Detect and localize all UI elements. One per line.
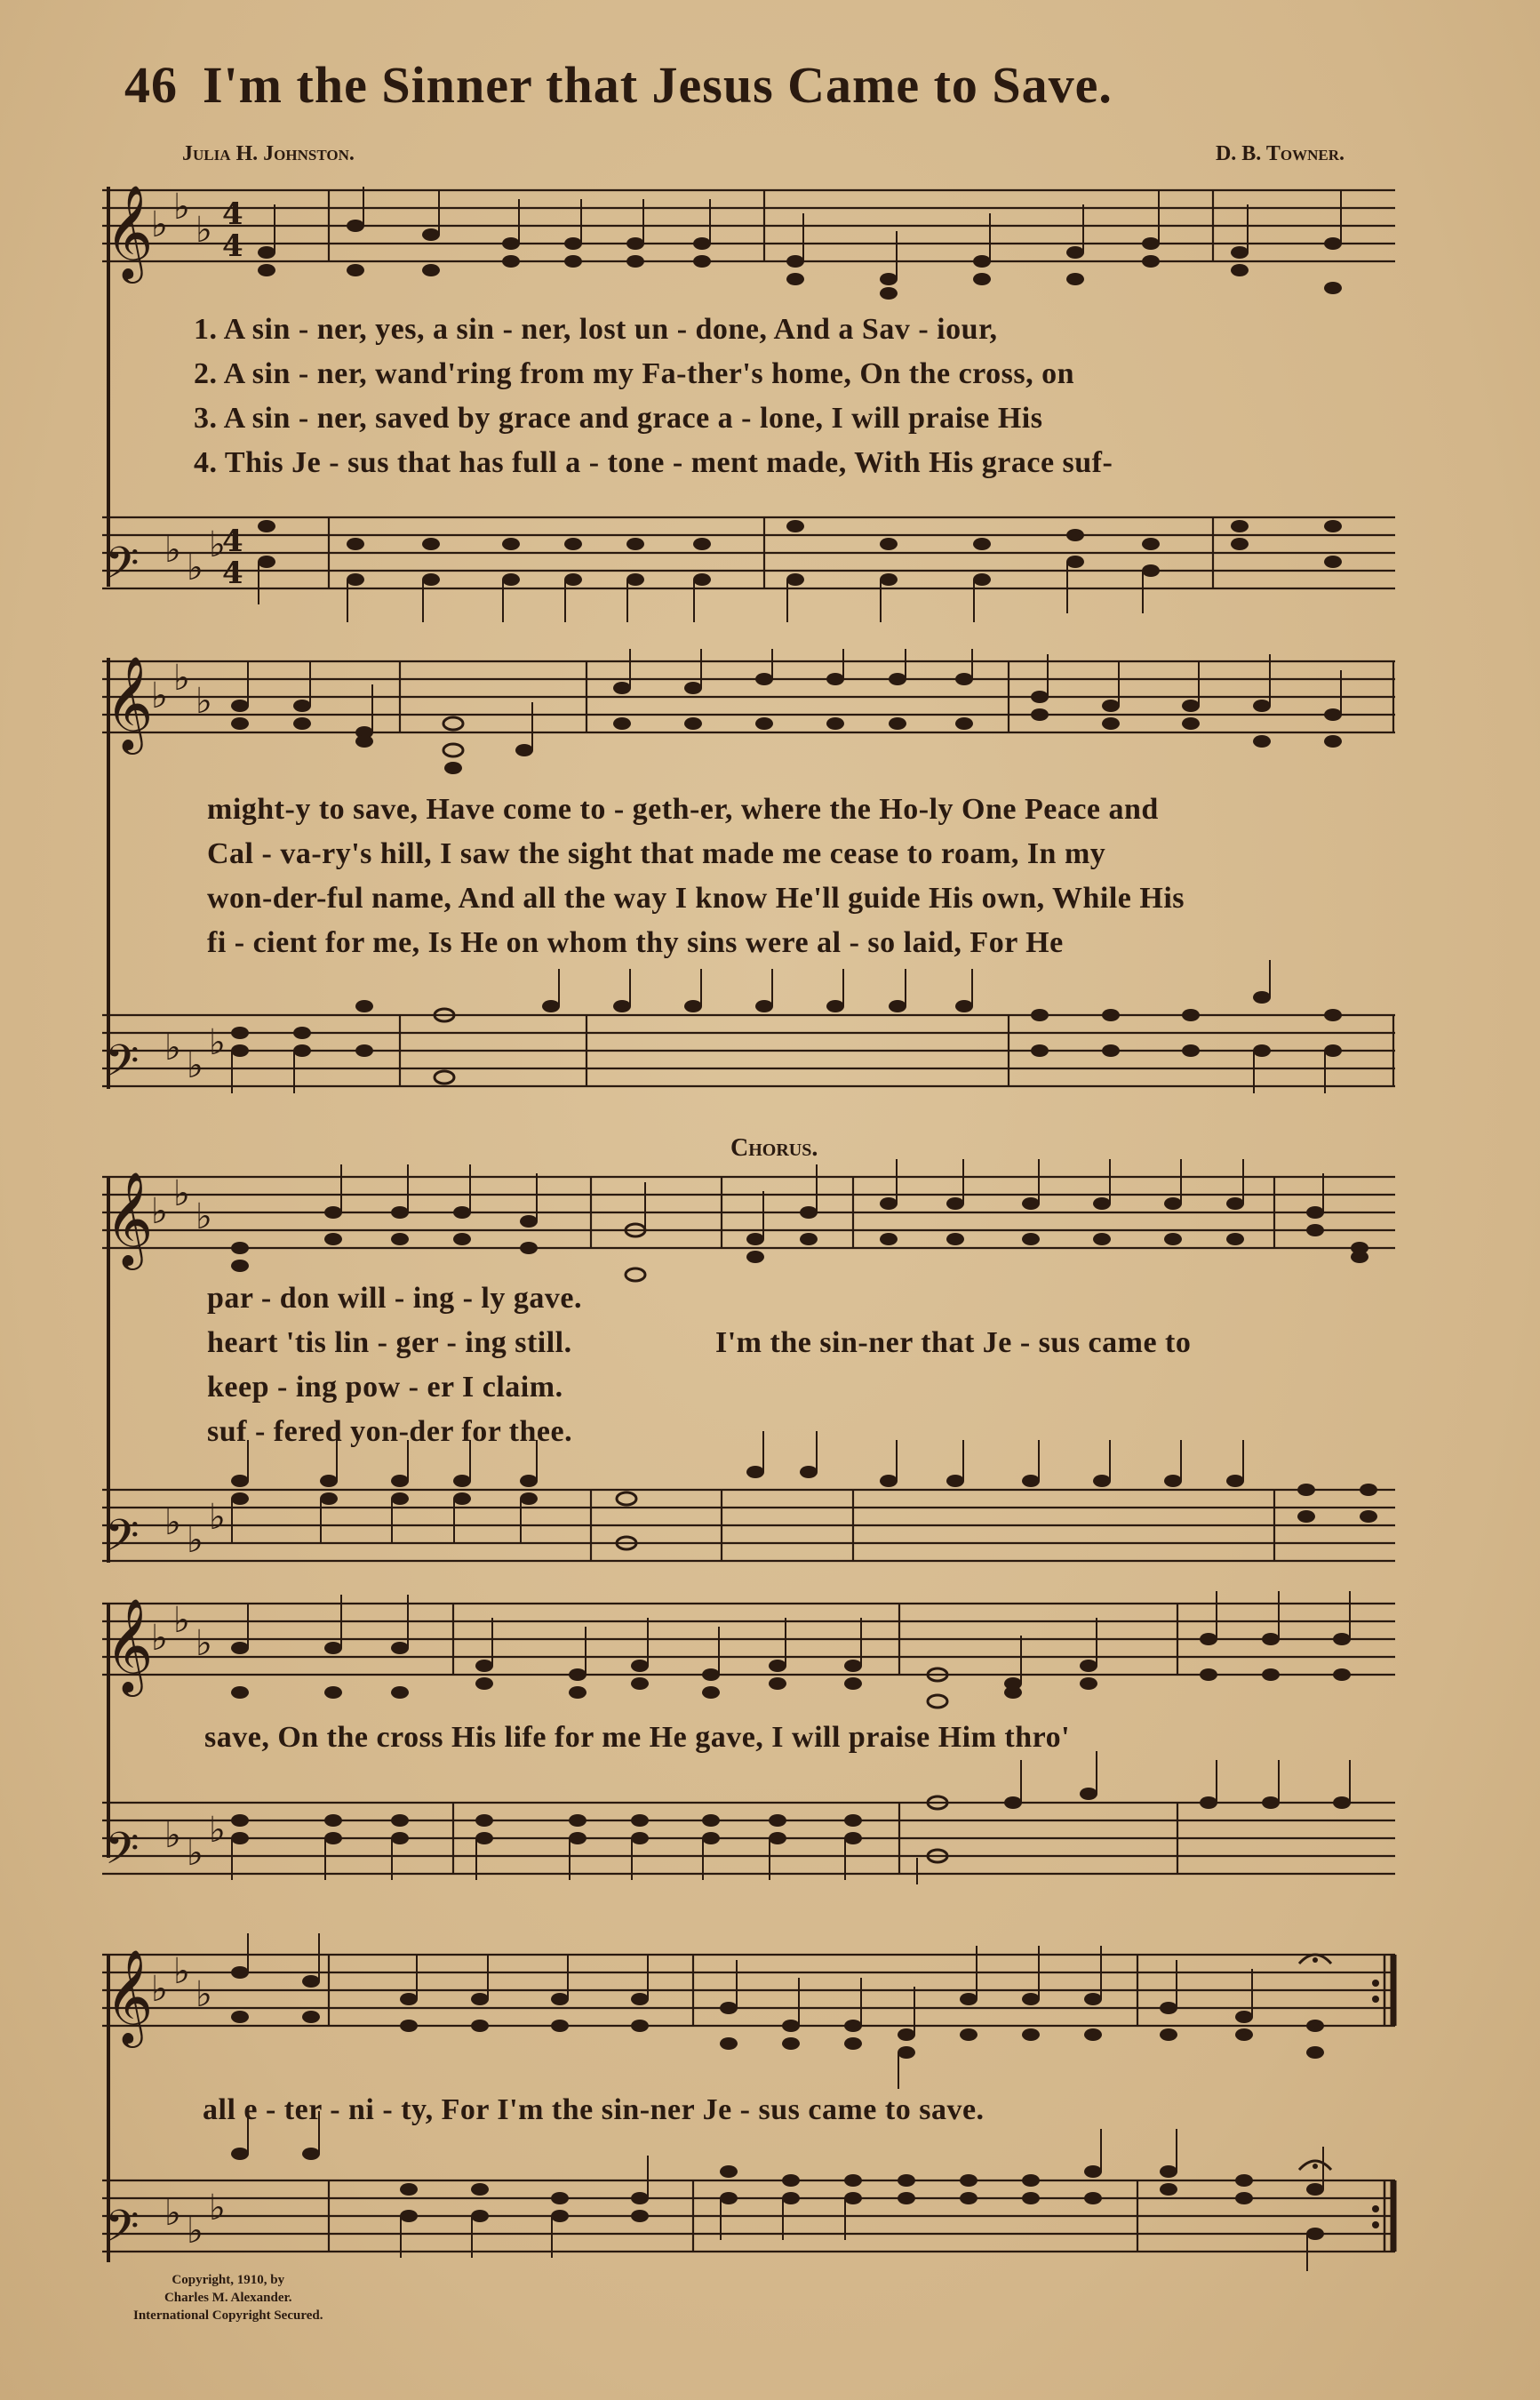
svg-text:♭: ♭ — [187, 548, 203, 588]
verse-3-line: 3. A sin - ner, saved by grace and grace a - lone, I will praise His — [194, 402, 1043, 435]
svg-text:4: 4 — [222, 556, 243, 591]
svg-text:♭: ♭ — [195, 1623, 212, 1664]
svg-text:♭: ♭ — [173, 1951, 190, 1992]
verse-4-line: 4. This Je - sus that has full a - tone - ment made, With His grace suf- — [194, 446, 1113, 479]
svg-text:♭: ♭ — [195, 1974, 212, 2015]
svg-text:𝄢: 𝄢 — [105, 538, 140, 600]
verse-1-line: 1. A sin - ner, yes, a sin - ner, lost un - done, And a Sav - iour, — [194, 313, 998, 346]
composer-credit: D. B. Towner. — [1215, 142, 1345, 165]
svg-text:♭: ♭ — [151, 1618, 168, 1659]
svg-text:♭: ♭ — [173, 658, 190, 699]
music-system-3 — [89, 1134, 1400, 1582]
chorus-label: Chorus. — [730, 1134, 818, 1162]
svg-text:♭: ♭ — [187, 1520, 203, 1561]
svg-text:♭: ♭ — [151, 204, 168, 245]
verse-2-line: 2. A sin - ner, wand'ring from my Fa-ther's home, On the cross, on — [194, 357, 1075, 390]
staff-system-3-graphic — [89, 1138, 1400, 1582]
svg-text:♭: ♭ — [209, 1810, 226, 1851]
svg-text:𝄞: 𝄞 — [105, 1597, 154, 1692]
svg-text:4: 4 — [222, 196, 243, 232]
svg-text:♭: ♭ — [187, 2211, 203, 2252]
svg-text:♭: ♭ — [187, 1045, 203, 1086]
verse-1-line: might-y to save, Have come to - geth-er, where the Ho-ly One Peace and — [207, 793, 1159, 826]
svg-text:𝄞: 𝄞 — [105, 655, 154, 750]
svg-text:♭: ♭ — [164, 1028, 181, 1068]
svg-text:4: 4 — [222, 524, 243, 559]
chorus-line: I'm the sin-ner that Je - sus came to — [715, 1326, 1192, 1359]
verse-1-line: par - don will - ing - ly gave. — [207, 1282, 582, 1315]
hymn-title-text: I'm the Sinner that Jesus Came to Save. — [203, 56, 1113, 114]
verse-3-line: keep - ing pow - er I claim. — [207, 1371, 563, 1404]
svg-text:♭: ♭ — [195, 1196, 212, 1237]
staff-system-2-graphic — [89, 649, 1400, 1102]
copyright-notice — [133, 2271, 323, 2324]
svg-text:♭: ♭ — [187, 1833, 203, 1874]
verse-4-line: suf - fered yon-der for thee. — [207, 1415, 573, 1448]
svg-text:♭: ♭ — [164, 1502, 181, 1543]
svg-text:𝄞: 𝄞 — [105, 1948, 154, 2044]
svg-text:𝄢: 𝄢 — [105, 1823, 140, 1884]
svg-text:𝄞: 𝄞 — [105, 184, 154, 279]
svg-text:♭: ♭ — [173, 1600, 190, 1641]
svg-text:♭: ♭ — [164, 530, 181, 571]
copyright-line: Charles M. Alexander. — [164, 2291, 292, 2305]
svg-text:♭: ♭ — [195, 681, 212, 722]
copyright-line: International Copyright Secured. — [133, 2308, 323, 2323]
svg-text:♭: ♭ — [151, 1191, 168, 1232]
svg-text:♭: ♭ — [164, 1815, 181, 1856]
svg-text:♭: ♭ — [209, 1497, 226, 1538]
hymn-title — [124, 55, 1113, 115]
svg-text:𝄞: 𝄞 — [105, 1171, 154, 1266]
lyricist-credit: Julia H. Johnston. — [182, 142, 355, 165]
svg-text:♭: ♭ — [173, 1173, 190, 1214]
svg-text:♭: ♭ — [195, 210, 212, 251]
verse-2-line: heart 'tis lin - ger - ing still. — [207, 1326, 572, 1359]
svg-text:𝄢: 𝄢 — [105, 2201, 140, 2263]
svg-text:♭: ♭ — [209, 524, 226, 565]
staff-system-1-graphic — [89, 178, 1400, 622]
copyright-line: Copyright, 1910, by — [172, 2273, 285, 2287]
svg-text:♭: ♭ — [173, 187, 190, 228]
svg-text:♭: ♭ — [209, 1022, 226, 1063]
chorus-line: all e - ter - ni - ty, For I'm the sin-ner Je - sus came to save. — [203, 2093, 985, 2126]
music-system-4 — [89, 1591, 1400, 1884]
hymn-number: 46 — [124, 56, 178, 114]
verse-4-line: fi - cient for me, Is He on whom thy sins were al - so laid, For He — [207, 926, 1064, 959]
svg-text:♭: ♭ — [164, 2193, 181, 2234]
svg-text:♭: ♭ — [209, 2188, 226, 2228]
svg-text:𝄢: 𝄢 — [105, 1036, 140, 1098]
chorus-line: save, On the cross His life for me He gave, I will praise Him thro' — [204, 1721, 1071, 1754]
svg-text:♭: ♭ — [151, 1969, 168, 2010]
music-system-5 — [89, 1933, 1400, 2271]
verse-3-line: won-der-ful name, And all the way I know He'll guide His own, While His — [207, 882, 1185, 915]
svg-text:♭: ♭ — [151, 676, 168, 716]
music-system-2 — [89, 649, 1400, 1102]
svg-text:4: 4 — [222, 228, 243, 264]
music-system-1 — [89, 178, 1400, 622]
verse-2-line: Cal - va-ry's hill, I saw the sight that made me cease to roam, In my — [207, 837, 1106, 870]
svg-text:𝄢: 𝄢 — [105, 1510, 140, 1572]
